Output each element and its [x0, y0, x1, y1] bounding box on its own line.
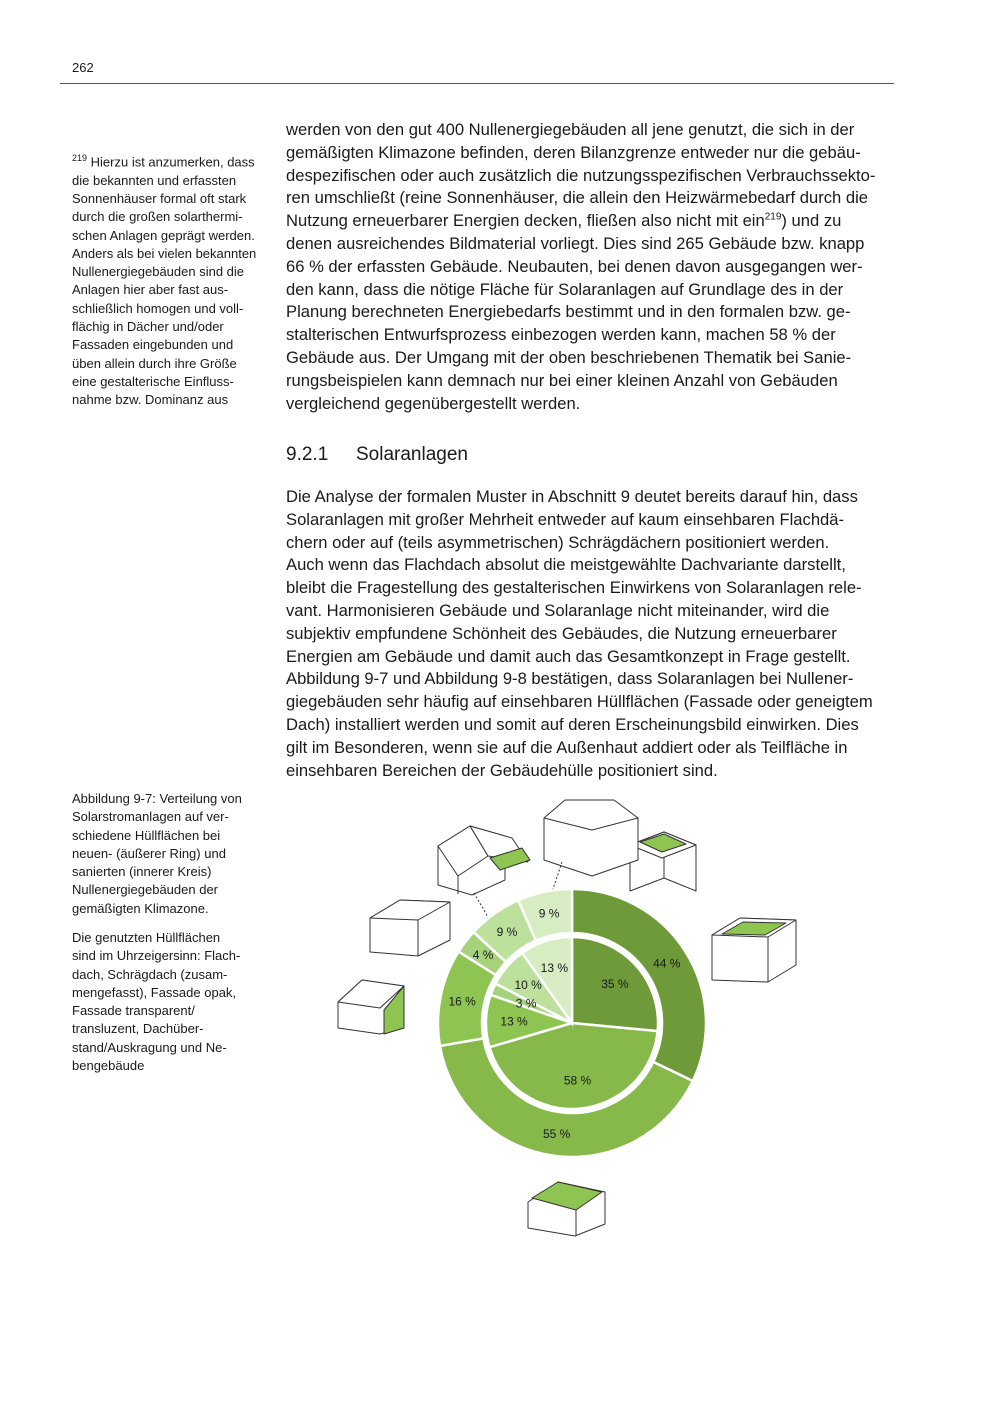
footnote-line: eine gestalterische Einfluss- — [72, 373, 234, 389]
text-segment: Nutzung erneuerbarer Energien decken, fließen also nicht mit ein — [286, 211, 765, 231]
figure-caption — [72, 790, 262, 918]
text-line: vant. Harmonisieren Gebäude und Solaranlage nicht miteinander, wird die — [286, 600, 830, 620]
figure-description — [72, 929, 262, 1075]
text-segment: ) und zu — [781, 211, 842, 231]
footnote-reference[interactable]: 219 — [764, 211, 782, 223]
overhang-building-icon — [370, 900, 450, 956]
outer-ring-value-label: 9 % — [538, 906, 560, 921]
text-line: einsehbaren Bereichen der Gebäudehülle positioniert sind. — [286, 760, 718, 780]
flat-roof-building-icon — [630, 832, 696, 891]
outer-ring-value-label: 16 % — [448, 994, 476, 1009]
text-line: Gebäude aus. Der Umgang mit der oben beschriebenen Thematik bei Sanie- — [286, 347, 852, 367]
footnote-text: Hierzu ist anzumerken, dass — [87, 154, 255, 170]
footnote-line: Sonnenhäuser formal oft stark — [72, 190, 247, 206]
footnote-line: Fassaden eingebunden und — [72, 337, 234, 353]
outer-ring-value-label: 9 % — [496, 924, 518, 939]
footnote-line — [72, 149, 272, 172]
text-line: Abbildung 9-7 und Abbildung 9-8 bestätigen, dass Solaranlagen bei Nullener- — [286, 669, 854, 689]
caption-line: schiedene Hüllflächen bei — [72, 827, 221, 843]
transparent-facade-building-icon — [338, 980, 404, 1034]
outer-ring-value-label: 4 % — [472, 947, 494, 962]
caption-line: gemäßigten Klimazone. — [72, 900, 209, 916]
text-line: denen ausreichendes Bildmaterial vorliegt. Dies sind 265 Gebäude bzw. knapp — [286, 233, 865, 253]
paragraph-continuation — [286, 119, 896, 415]
caption-line: sind im Uhrzeigersinn: Flach- — [72, 948, 241, 964]
footnote-line: nahme bzw. Dominanz aus — [72, 392, 229, 408]
footnote — [72, 149, 272, 409]
inner-ring-value-label: 58 % — [563, 1073, 592, 1088]
footnote-line: schließlich homogen und voll- — [72, 300, 244, 316]
outer-ring-value-label: 55 % — [542, 1126, 571, 1141]
text-line: Solaranlagen mit großer Mehrheit entweder auf kaum einsehbaren Flachdä- — [286, 509, 845, 529]
caption-line: transluzent, Dachüber- — [72, 1021, 204, 1037]
text-line: werden von den gut 400 Nullenergiegebäuden all jene genutzt, die sich in der — [286, 120, 855, 139]
text-line: ren umschließt (reine Sonnenhäuser, die allein den Heizwärmebedarf durch die — [286, 188, 869, 208]
footnote-line: durch die großen solarthermi- — [72, 209, 243, 225]
footnote-line: Anlagen hier aber fast aus- — [72, 282, 229, 298]
secondary-building-icon — [528, 1182, 605, 1236]
section-number: 9.2.1 — [286, 444, 329, 465]
solar-distribution-chart — [300, 790, 820, 1240]
caption-line: bengebäude — [72, 1058, 145, 1074]
text-line: 66 % der erfassten Gebäude. Neubauten, bei denen davon ausgegangen wer- — [286, 256, 863, 276]
text-line: gilt im Besonderen, wenn sie auf die Außenhaut addiert oder als Teilfläche in — [286, 737, 848, 757]
caption-line: neuen- (äußerer Ring) und — [72, 845, 226, 861]
section-heading — [286, 444, 468, 466]
text-line: gemäßigten Klimazone befinden, deren Bilanzgrenze entweder nur die gebäu- — [286, 142, 861, 162]
inner-ring-value-label: 13 % — [540, 960, 569, 975]
caption-line: sanierten (innerer Kreis) — [72, 864, 212, 880]
text-line: despezifischen oder auch zusätzlich die nutzungsspezifischen Verbrauchssekto- — [286, 165, 876, 185]
inner-ring-value-label: 10 % — [514, 978, 542, 993]
flat-roof-panel-icon — [712, 918, 796, 982]
header-rule — [60, 83, 894, 84]
caption-line: Solarstromanlagen auf ver- — [72, 809, 229, 825]
caption-line: dach, Schrägdach (zusam- — [72, 966, 228, 982]
footnote-line: Nullenergiegebäuden sind die — [72, 264, 245, 280]
outer-ring-value-label: 44 % — [653, 956, 681, 971]
text-line: stalterischen Entwurfsprozess einbezogen werden kann, machen 58 % der — [286, 325, 836, 345]
caption-line: Die genutzten Hüllflächen — [72, 930, 221, 945]
caption-line: Fassade transparent/ — [72, 1003, 195, 1019]
footnote-line: die bekannten und erfassten — [72, 172, 237, 188]
text-line: vergleichend gegenübergestellt werden. — [286, 393, 581, 413]
facade-building-icon — [544, 800, 638, 876]
caption-line: mengefasst), Fassade opak, — [72, 984, 237, 1000]
paragraph-solaranlagen — [286, 486, 896, 782]
pitched-roof-building-icon — [438, 826, 530, 895]
text-line: Die Analyse der formalen Muster in Abschnitt 9 deutet bereits darauf hin, dass — [286, 487, 858, 506]
footnote-line: schen Anlagen geprägt werden. — [72, 227, 255, 243]
footnote-line: Anders als bei vielen bekannten — [72, 245, 257, 261]
text-line: subjektiv empfundene Schönheit des Gebäudes, die Nutzung erneuerbarer — [286, 623, 837, 643]
text-line: Planung berechneten Energiebedarfs bestimmt und in den formalen bzw. ge- — [286, 302, 851, 322]
caption-line: Abbildung 9-7: Verteilung von — [72, 791, 242, 806]
inner-ring-value-label: 13 % — [500, 1014, 528, 1029]
caption-line: stand/Auskragung und Ne- — [72, 1039, 227, 1055]
text-line: Auch wenn das Flachdach absolut die meistgewählte Dachvariante darstellt, — [286, 555, 846, 575]
text-line: den kann, dass die nötige Fläche für Solaranlagen auf Grundlage des in der — [286, 279, 844, 299]
footnote-line: flächig in Dächer und/oder — [72, 319, 224, 334]
page-number: 262 — [72, 60, 94, 75]
inner-ring-value-label: 35 % — [601, 976, 629, 991]
text-line: giegebäuden sehr häufig auf einsehbaren Hüllflächen (Fassade oder geneigtem — [286, 692, 873, 712]
footnote-marker: 219 — [72, 153, 88, 163]
text-line — [286, 210, 896, 233]
text-line: rungsbeispielen kann demnach nur bei einer kleinen Anzahl von Gebäuden — [286, 370, 838, 390]
inner-ring-value-label: 3 % — [515, 996, 537, 1011]
text-line: Dach) installiert werden und somit auf deren Erscheinungsbild einwirken. Dies — [286, 714, 859, 734]
text-line: Energien am Gebäude und damit auch das Gesamtkonzept in Frage gestellt. — [286, 646, 851, 666]
footnote-line: üben allein durch ihre Größe — [72, 355, 237, 371]
section-title: Solaranlagen — [356, 444, 468, 465]
caption-line: Nullenergiegebäuden der — [72, 882, 219, 898]
text-line: bleibt die Fragestellung des gestalterischen Einwirkens von Solaranlagen rele- — [286, 578, 862, 598]
text-line: chern oder auf (teils asymmetrischen) Schrägdächern positioniert werden. — [286, 532, 830, 552]
